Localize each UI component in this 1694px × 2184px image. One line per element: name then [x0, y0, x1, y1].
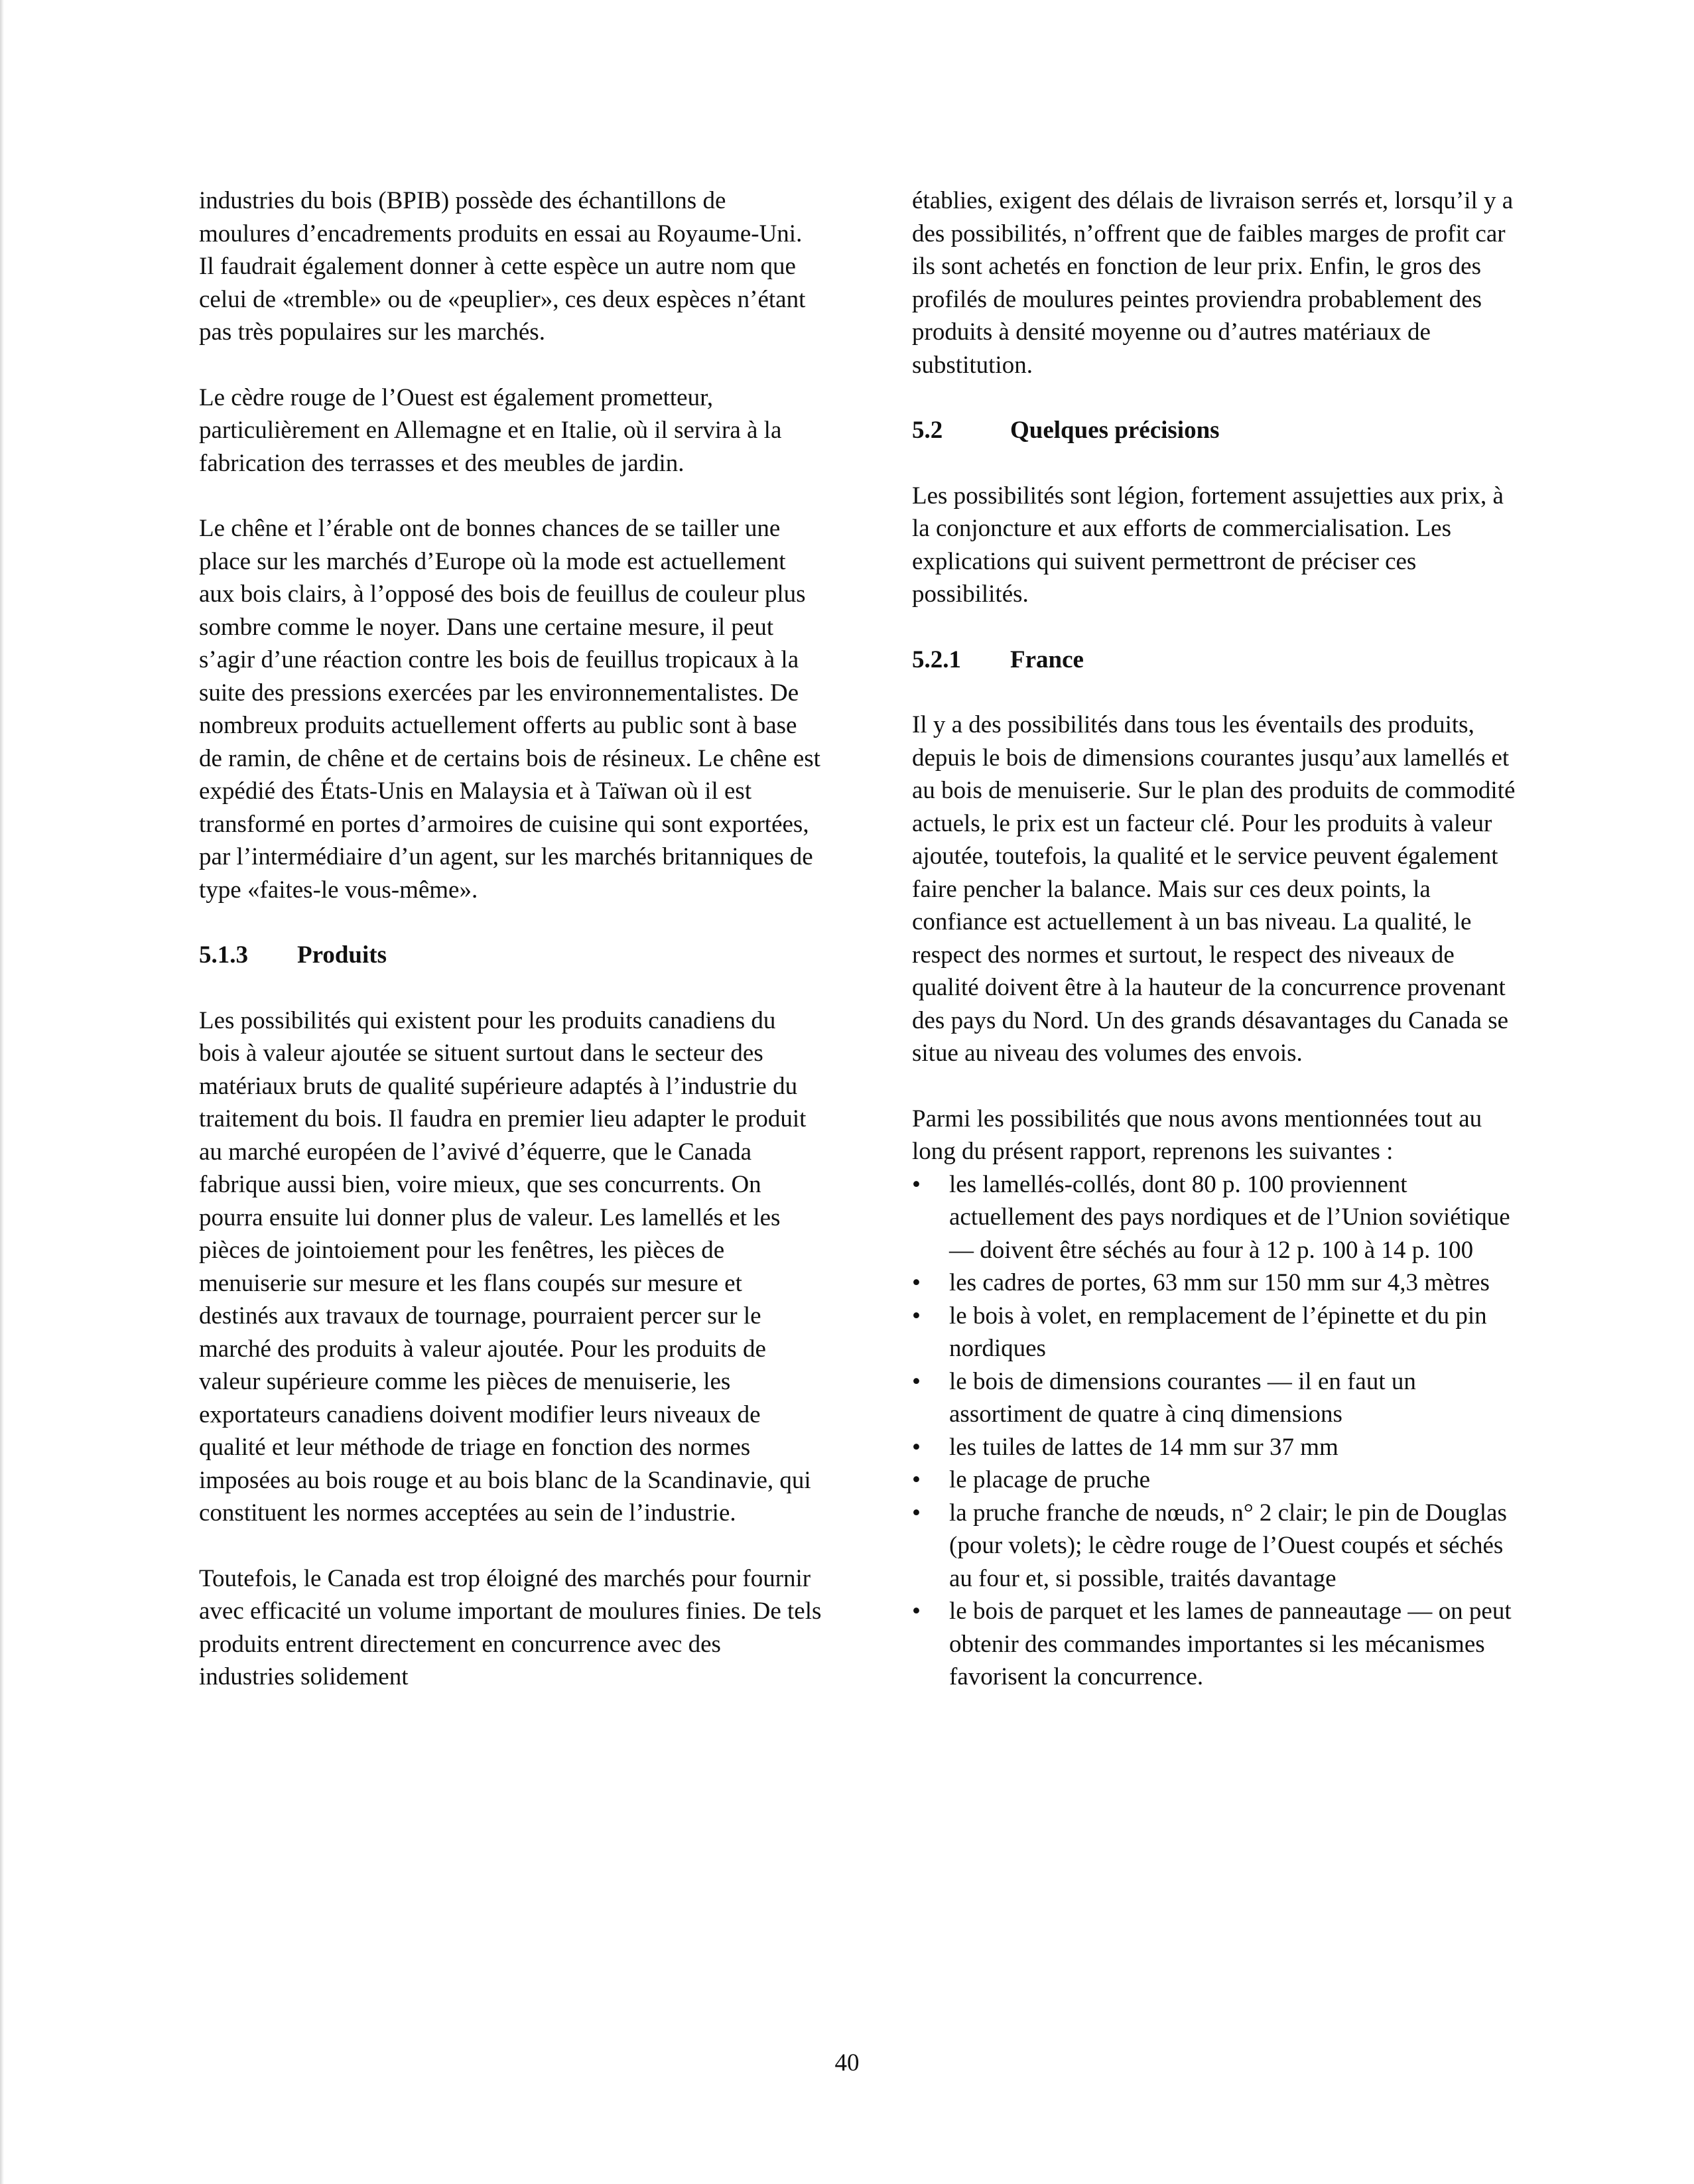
- scan-edge: [0, 0, 4, 2184]
- section-number: 5.1.3: [199, 941, 248, 969]
- bullet-icon: •: [912, 1598, 921, 1625]
- list-item: [912, 1497, 1522, 1596]
- section-number: 5.2: [912, 417, 943, 444]
- list-item-text: les cadres de portes, 63 mm sur 150 mm sur 4,3 mètres: [949, 1269, 1490, 1296]
- section-title: Quelques précisions: [1010, 417, 1220, 444]
- list-item-text: la pruche franche de nœuds, n° 2 clair; le pin de Douglas (pour volets); le cèdre rouge de l’Ouest coupés et séchés au four et, si possible, traités davantage: [949, 1499, 1507, 1592]
- bullet-icon: •: [912, 1170, 921, 1198]
- list-item-text: les lamellés-collés, dont 80 p. 100 proviennent actuellement des pays nordiques et de l’Union soviétique — doivent être séchés au four à 12 p. 100 à 14 p. 100: [949, 1170, 1510, 1264]
- section-heading-5-2: [912, 414, 1522, 447]
- list-item-text: le bois à volet, en remplacement de l’épinette et du pin nordiques: [949, 1302, 1487, 1362]
- paragraph: établies, exigent des délais de livraison serrés et, lorsqu’il y a des possibilités, n’offrent que de faibles marges de profit car ils sont achetés en fonction de leur prix. Enfin, le gros des profilés de moulures peintes proviendra probablement des produits à densité moyenne ou d’autres matériaux de substitution.: [912, 187, 1514, 379]
- left-column: [199, 184, 822, 1726]
- paragraph: Le cèdre rouge de l’Ouest est également prometteur, particulièrement en Allemagne et en Italie, où il servira à la fabrication des terrasses et des meubles de jardin.: [199, 383, 782, 477]
- bullet-icon: •: [912, 1302, 921, 1330]
- paragraph: Toutefois, le Canada est trop éloigné des marchés pour fournir avec efficacité un volume important de moulures finies. De tels produits entrent directement en concurrence avec des industries solidement: [199, 1564, 822, 1690]
- list-item: [912, 1168, 1522, 1267]
- paragraph: Parmi les possibilités que nous avons mentionnées tout au long du présent rapport, reprenons les suivantes :: [912, 1105, 1482, 1165]
- list-item: [912, 1431, 1522, 1464]
- section-number: 5.2.1: [912, 646, 961, 673]
- paragraph: Le chêne et l’érable ont de bonnes chances de se tailler une place sur les marchés d’Europe où la mode est actuellement aux bois clairs, à l’opposé des bois de feuillus de couleur plus sombre comme le noyer. Dans une certaine mesure, il peut s’agir d’une réaction contre les bois de feuillus tropicaux à la suite des pressions exercées par les environnementalistes. De nombreux produits actuellement offerts au public sont à base de ramin, de chêne et de certains bois de résineux. Le chêne est expédié des États-Unis en Malaysia et à Taïwan où il est transformé en portes d’armoires de cuisine qui sont exportées, par l’intermédiaire d’un agent, sur les marchés britanniques de type «faites-le vous-même».: [199, 515, 820, 904]
- list-item: [912, 1266, 1522, 1300]
- bullet-icon: •: [912, 1367, 921, 1395]
- list-item: [912, 1300, 1522, 1365]
- paragraph: Les possibilités qui existent pour les produits canadiens du bois à valeur ajoutée se situent surtout dans le secteur des matériaux bruts de qualité supérieure adaptés à l’industrie du traitement du bois. Il faudra en premier lieu adapter le produit au marché européen de l’avivé d’équerre, que le Canada fabrique aussi bien, voire mieux, que ses concurrents. On pourra ensuite lui donner plus de valeur. Les lamellés et les pièces de jointoiement pour les fenêtres, les pièces de menuiserie sur mesure et les flans coupés sur mesure et destinés aux travaux de tournage, pourraient percer sur le marché des produits à valeur ajoutée. Pour les produits de valeur supérieure comme les pièces de menuiserie, les exportateurs canadiens doivent modifier leurs niveaux de qualité et leur méthode de triage en fonction des normes imposées au bois rouge et au bois blanc de la Scandinavie, qui constituent les normes acceptées au sein de l’industrie.: [199, 1006, 811, 1527]
- bullet-icon: •: [912, 1499, 921, 1527]
- list-item: [912, 1464, 1522, 1497]
- paragraph: Les possibilités sont légion, fortement assujetties aux prix, à la conjoncture et aux efforts de commercialisation. Les explications qui suivent permettront de préciser ces possibilités.: [912, 482, 1504, 608]
- bullet-icon: •: [912, 1269, 921, 1296]
- right-column: [912, 184, 1522, 1694]
- section-heading-5-2-1: [912, 644, 1522, 677]
- paragraph: industries du bois (BPIB) possède des échantillons de moulures d’encadrements produits en essai au Royaume-Uni. Il faudrait également donner à cette espèce un autre nom que celui de «tremble» ou de «peuplier», ces deux espèces n’étant pas très populaires sur les marchés.: [199, 187, 806, 346]
- bullet-list: [912, 1168, 1522, 1694]
- section-title: France: [1010, 646, 1084, 673]
- list-item-text: le bois de parquet et les lames de panneautage — on peut obtenir des commandes importantes si les mécanismes favorisent la concurrence.: [949, 1598, 1512, 1690]
- bullet-icon: •: [912, 1433, 921, 1461]
- section-heading-5-1-3: [199, 939, 822, 972]
- list-item: [912, 1595, 1522, 1694]
- bullet-icon: •: [912, 1466, 921, 1493]
- list-item-text: le bois de dimensions courantes — il en faut un assortiment de quatre à cinq dimensions: [949, 1367, 1416, 1428]
- list-item-text: le placage de pruche: [949, 1466, 1151, 1493]
- section-title: Produits: [297, 941, 387, 969]
- list-item: [912, 1365, 1522, 1431]
- list-item-text: les tuiles de lattes de 14 mm sur 37 mm: [949, 1433, 1338, 1461]
- paragraph: Il y a des possibilités dans tous les éventails des produits, depuis le bois de dimensions courantes jusqu’aux lamellés et au bois de menuiserie. Sur le plan des produits de commodité actuels, le prix est un facteur clé. Pour les produits à valeur ajoutée, toutefois, la qualité et le service peuvent également faire pencher la balance. Mais sur ces deux points, la confiance est actuellement à un bas niveau. La qualité, le respect des normes et surtout, le respect des niveaux de qualité doivent être à la hauteur de la concurrence provenant des pays du Nord. Un des grands désavantages du Canada se situe au niveau des volumes des envois.: [912, 711, 1516, 1067]
- page-number: 40: [834, 2049, 860, 2077]
